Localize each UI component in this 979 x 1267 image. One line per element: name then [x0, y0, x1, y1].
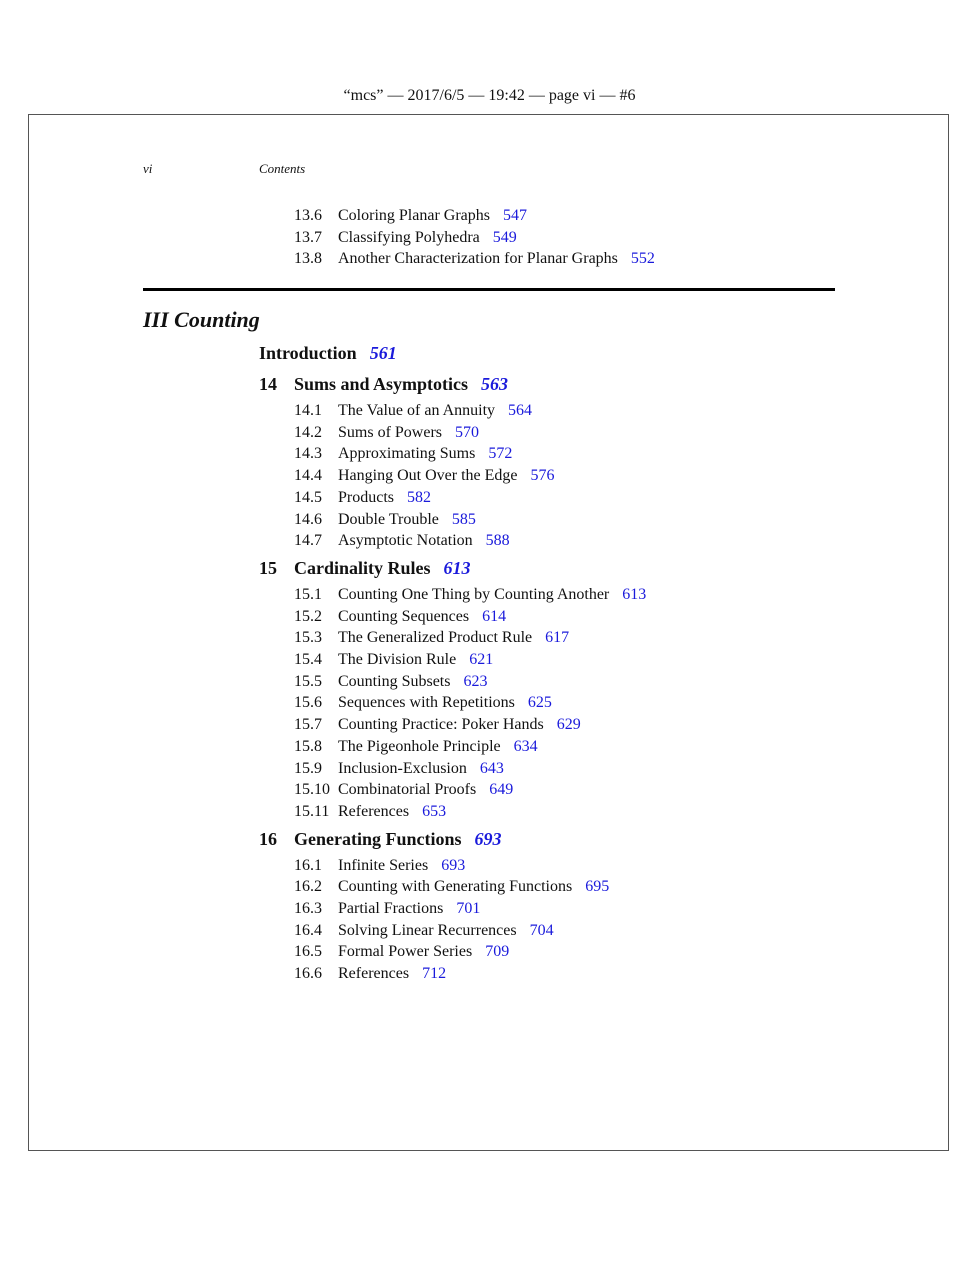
section-title: Coloring Planar Graphs	[338, 207, 490, 224]
section-title: Sequences with Repetitions	[338, 694, 515, 712]
section-title: Partial Fractions	[338, 900, 444, 917]
section-title: The Division Rule	[338, 651, 457, 668]
toc-section-entry	[294, 227, 517, 249]
section-page-link[interactable]: 623	[463, 672, 488, 690]
section-title: Products	[338, 488, 394, 506]
section-page-link[interactable]: 547	[502, 207, 527, 224]
part-divider	[143, 288, 835, 291]
section-page-link[interactable]: 701	[456, 900, 481, 917]
section-title: Counting Practice: Poker Hands	[338, 716, 544, 734]
section-page-link[interactable]: 709	[485, 943, 510, 961]
section-title: Counting Subsets	[338, 672, 451, 690]
section-number: 14.6	[294, 510, 322, 528]
section-title: Counting with Generating Functions	[338, 878, 573, 896]
section-page-link[interactable]: 613	[622, 585, 647, 603]
section-page-link[interactable]: 549	[492, 228, 517, 246]
toc-section-entry	[294, 855, 465, 877]
section-title: Approximating Sums	[338, 445, 476, 463]
toc-section-entry	[294, 714, 581, 736]
section-page-link[interactable]: 643	[479, 759, 504, 777]
section-title: Counting Sequences	[338, 607, 470, 625]
section-page-link[interactable]: 634	[513, 737, 538, 755]
section-title: The Pigeonhole Principle	[338, 737, 501, 755]
section-number: 13.6	[294, 207, 322, 224]
section-number: 15.5	[294, 672, 322, 690]
running-head-page-number: vi	[143, 161, 153, 176]
toc-section-entry	[294, 736, 538, 758]
section-page-link[interactable]: 625	[527, 694, 552, 712]
toc-section-entry	[294, 422, 479, 444]
toc-section-entry	[294, 584, 646, 606]
section-page-link[interactable]: 585	[451, 510, 476, 528]
chapter-title: Cardinality Rules	[294, 557, 431, 578]
section-number: 16.4	[294, 921, 322, 939]
section-number: 14.7	[294, 532, 322, 550]
chapter-page-link[interactable]: 693	[474, 828, 502, 849]
toc-section-entry	[294, 941, 509, 963]
toc-section-entry	[294, 443, 512, 465]
section-page-link[interactable]: 629	[556, 716, 581, 734]
section-number: 15.6	[294, 694, 322, 712]
toc-section-entry	[294, 898, 480, 920]
section-page-link[interactable]: 649	[489, 781, 514, 799]
section-page-link[interactable]: 570	[455, 423, 480, 441]
section-title: Hanging Out Over the Edge	[338, 467, 518, 485]
section-number: 15.2	[294, 607, 322, 625]
section-title: Asymptotic Notation	[338, 532, 473, 550]
section-number: 14.4	[294, 467, 322, 485]
toc-section-entry	[294, 606, 506, 628]
section-page-link[interactable]: 576	[530, 467, 555, 485]
section-number: 15.8	[294, 737, 322, 755]
chapter-title: Sums and Asymptotics	[294, 374, 469, 394]
toc-section-entry	[294, 400, 532, 422]
section-title: Inclusion-Exclusion	[338, 759, 467, 777]
section-number: 15.11	[294, 802, 330, 820]
chapter-number: 16	[259, 828, 277, 849]
section-page-link[interactable]: 653	[422, 802, 447, 820]
section-page-link[interactable]: 564	[508, 402, 533, 419]
section-page-link[interactable]: 695	[585, 878, 610, 896]
section-title: References	[338, 965, 410, 983]
part-title: III Counting	[143, 307, 260, 332]
section-title: Classifying Polyhedra	[338, 228, 480, 246]
section-number: 13.8	[294, 250, 322, 268]
section-page-link[interactable]: 693	[441, 856, 466, 874]
chapter-page-link[interactable]: 561	[369, 343, 397, 363]
section-number: 16.1	[294, 856, 322, 874]
section-number: 15.1	[294, 585, 322, 603]
section-title: References	[338, 802, 410, 820]
chapter-title: Introduction	[259, 343, 357, 363]
section-number: 15.7	[294, 716, 322, 734]
section-title: Double Trouble	[338, 510, 439, 528]
section-number: 15.10	[294, 781, 330, 799]
toc-section-entry	[294, 205, 527, 227]
section-title: Infinite Series	[338, 856, 429, 874]
toc-section-entry	[294, 487, 431, 509]
toc-section-entry	[294, 963, 446, 985]
running-head-title: Contents	[259, 161, 306, 176]
toc-chapter-entry	[259, 827, 502, 851]
section-page-link[interactable]: 582	[407, 488, 431, 506]
chapter-number: 15	[259, 557, 277, 578]
section-number: 15.9	[294, 759, 322, 777]
chapter-page-link[interactable]: 613	[443, 557, 471, 578]
page-header: “mcs” — 2017/6/5 — 19:42 — page vi — #6	[343, 87, 636, 104]
toc-section-entry	[294, 758, 504, 780]
toc-chapter-entry	[259, 372, 508, 396]
section-title: The Value of an Annuity	[338, 402, 496, 419]
toc-section-entry	[294, 530, 510, 552]
section-title: The Generalized Product Rule	[338, 629, 533, 647]
section-title: Formal Power Series	[338, 943, 473, 961]
toc-section-entry	[294, 779, 513, 801]
section-number: 16.6	[294, 965, 322, 983]
section-number: 14.1	[294, 402, 322, 419]
section-page-link[interactable]: 712	[422, 965, 447, 983]
chapter-page-link[interactable]: 563	[481, 374, 509, 394]
toc-section-entry	[294, 692, 552, 714]
toc-section-entry	[294, 649, 493, 671]
section-number: 16.3	[294, 900, 322, 917]
section-title: Counting One Thing by Counting Another	[338, 585, 610, 603]
section-title: Solving Linear Recurrences	[338, 921, 517, 939]
chapter-title: Generating Functions	[294, 828, 462, 849]
section-number: 14.2	[294, 423, 322, 441]
section-number: 15.3	[294, 629, 322, 647]
toc-section-entry	[294, 801, 446, 823]
toc-section-entry	[294, 248, 655, 270]
toc-section-entry	[294, 627, 569, 649]
toc-chapter-entry	[259, 341, 397, 365]
section-number: 13.7	[294, 228, 322, 246]
section-page-link[interactable]: 572	[488, 445, 513, 463]
toc-chapter-entry	[259, 556, 471, 580]
section-number: 16.2	[294, 878, 322, 896]
section-title: Sums of Powers	[338, 423, 443, 441]
section-page-link[interactable]: 617	[545, 629, 570, 647]
toc-section-entry	[294, 671, 487, 693]
chapter-number: 14	[259, 374, 277, 394]
toc-section-entry	[294, 876, 609, 898]
section-number: 15.4	[294, 651, 322, 668]
section-page-link[interactable]: 552	[630, 250, 655, 268]
section-page-link[interactable]: 588	[485, 532, 510, 550]
section-title: Combinatorial Proofs	[338, 781, 477, 799]
toc-section-entry	[294, 509, 476, 531]
toc-section-entry	[294, 920, 554, 942]
section-page-link[interactable]: 614	[482, 607, 507, 625]
section-number: 14.5	[294, 488, 322, 506]
section-title: Another Characterization for Planar Graphs	[338, 250, 618, 268]
section-number: 16.5	[294, 943, 322, 961]
toc-section-entry	[294, 465, 555, 487]
section-page-link[interactable]: 704	[529, 921, 554, 939]
section-number: 14.3	[294, 445, 322, 463]
section-page-link[interactable]: 621	[469, 651, 494, 668]
